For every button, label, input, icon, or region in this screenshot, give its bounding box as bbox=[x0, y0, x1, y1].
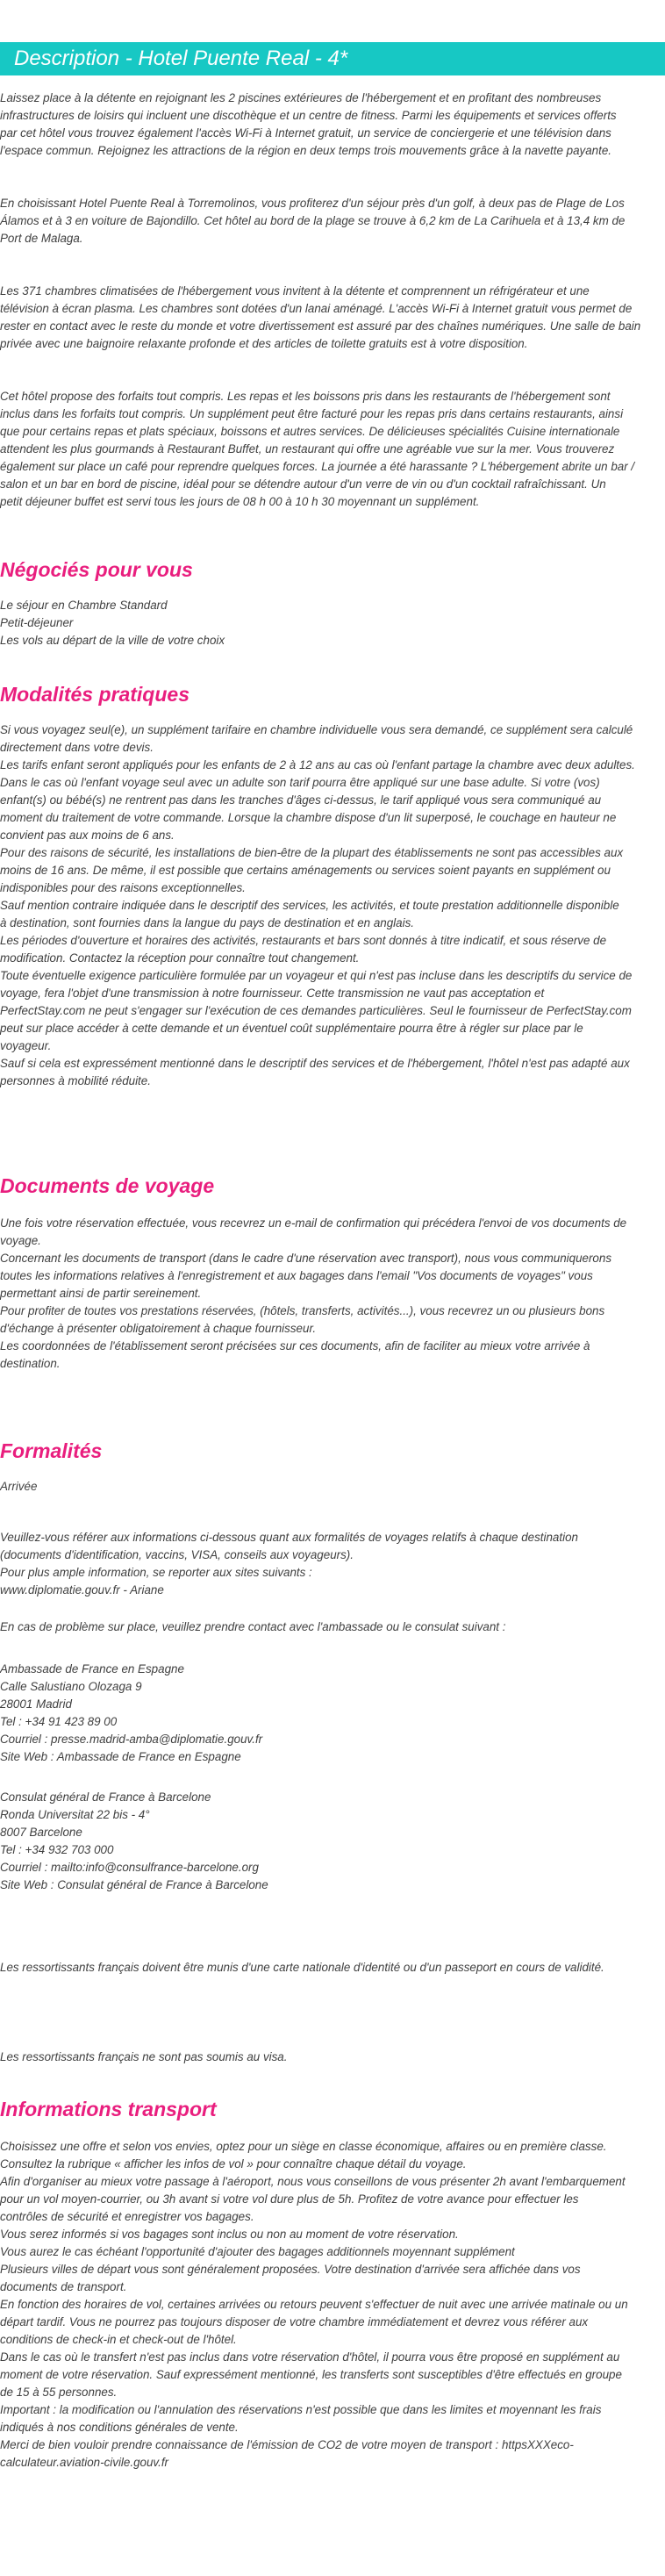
text-line: peut sur place accéder à cette demande et un éventuel coût supplémentaire pourra être à régler sur place par le bbox=[0, 1022, 583, 1035]
text-line: Port de Malaga. bbox=[0, 232, 83, 245]
section-heading-modalites: Modalités pratiques bbox=[0, 683, 189, 706]
consulat-city: 8007 Barcelone bbox=[0, 1826, 82, 1839]
text-line: documents de transport. bbox=[0, 2280, 127, 2293]
text-line: Veuillez-vous référer aux informations ci-dessous quant aux formalités de voyages relatifs à chaque destination bbox=[0, 1531, 578, 1544]
text-line: inclus dans les forfaits tout compris. Un supplément peut être facturé pour les repas pris dans certains restaurants, ainsi bbox=[0, 407, 624, 420]
text-line: Dans le cas où le transfert n'est pas inclus dans votre réservation d'hôtel, il pourra vous être proposé en supplément au bbox=[0, 2350, 620, 2364]
section-heading-documents: Documents de voyage bbox=[0, 1174, 215, 1197]
section-heading-transport: Informations transport bbox=[0, 2098, 217, 2120]
modalites-text bbox=[0, 721, 665, 1090]
text-line: pour un vol moyen-courrier, ou 3h avant si votre vol dure plus de 5h. Profitez de votre avance pour effectuer les bbox=[0, 2192, 579, 2206]
text-line: l'espace commun. Rejoignez les attractions de la région en deux temps trois mouvements grâce à la navette payante. bbox=[0, 144, 612, 157]
text-line: Si vous voyagez seul(e), un supplément tarifaire en chambre individuelle vous sera demandé, ce supplément sera calculé bbox=[0, 723, 633, 736]
text-line: salon et un bar en bord de piscine, idéal pour se détendre autour d'un verre de vin ou d'un cocktail rafraîchissant. Un bbox=[0, 477, 606, 491]
text-line: Sauf mention contraire indiquée dans le descriptif des services, les activités, et toute prestation additionnelle disponible bbox=[0, 899, 619, 912]
ambassade-block bbox=[0, 1661, 665, 1766]
section-heading-negocies: Négociés pour vous bbox=[0, 558, 193, 581]
text-line: En choisissant Hotel Puente Real à Torremolinos, vous profiterez d'un séjour près d'un golf, à deux pas de Plage de Los bbox=[0, 197, 625, 210]
ambassade-street: Calle Salustiano Olozaga 9 bbox=[0, 1680, 142, 1693]
text-line: Merci de bien vouloir prendre connaissance de l'émission de CO2 de votre moyen de transport : httpsXXXeco- bbox=[0, 2438, 574, 2451]
text-line: modification. Contactez la réception pour connaître tout changement. bbox=[0, 951, 360, 965]
text-line: Les ressortissants français ne sont pas soumis au visa. bbox=[0, 2050, 288, 2063]
transport-text bbox=[0, 2138, 665, 2472]
consulat-website[interactable]: Site Web : Consulat général de France à Barcelone bbox=[0, 1878, 268, 1891]
text-line: que pour certains repas et plats spéciaux, boissons et autres services. De délicieuses spécialités Cuisine internationale bbox=[0, 425, 620, 438]
consulat-block bbox=[0, 1789, 665, 1894]
text-line: Toute éventuelle exigence particulière formulée par un voyageur et qui n'est pas incluse dans les descriptifs du service de bbox=[0, 969, 633, 982]
text-line: infrastructures de loisirs qui incluent une discothèque et un centre de fitness. Parmi les équipements et services offerts bbox=[0, 109, 617, 122]
text-line: départ tardif. Vous ne pourrez pas toujours disposer de votre chambre immédiatement et devrez vous référer aux bbox=[0, 2315, 589, 2328]
text-line: personnes à mobilité réduite. bbox=[0, 1074, 151, 1087]
formalites-visa bbox=[0, 2049, 665, 2066]
text-line: télévision à écran plasma. Les chambres sont dotées d'un lanai aménagé. L'accès Wi-Fi à Internet gratuit vous permet de bbox=[0, 302, 633, 315]
documents-text bbox=[0, 1215, 665, 1373]
ambassade-phone: Tel : +34 91 423 89 00 bbox=[0, 1715, 118, 1728]
consulat-street: Ronda Universitat 22 bis - 4° bbox=[0, 1808, 150, 1821]
text-line: convient pas aux moins de 6 ans. bbox=[0, 829, 175, 842]
text-line: attendent les plus gourmands à Restaurant Buffet, un restaurant qui offre une agréable vue sur la mer. Vous trouverez bbox=[0, 442, 615, 456]
ambassade-email[interactable]: Courriel : presse.madrid-amba@diplomatie.gouv.fr bbox=[0, 1733, 263, 1746]
text-line: conditions de check-in et check-out de l'hôtel. bbox=[0, 2333, 237, 2346]
text-line: contrôles de sécurité et enregistrer vos bagages. bbox=[0, 2210, 254, 2223]
text-line: Álamos et à 3 en voiture de Bajondillo. Cet hôtel au bord de la plage se trouve à 6,2 km de La Carihuela et à 13,4 km de bbox=[0, 214, 626, 227]
text-line: Dans le cas où l'enfant voyage seul avec un adulte son tarif pourra être appliqué sur une base adulte. Si votre (vos) bbox=[0, 776, 600, 789]
text-line: Les périodes d'ouverture et horaires des activités, restaurants et bars sont donnés à titre indicatif, et sous réserve de bbox=[0, 934, 607, 947]
list-item: Le séjour en Chambre Standard bbox=[0, 599, 168, 612]
ambassade-website[interactable]: Site Web : Ambassade de France en Espagne bbox=[0, 1750, 241, 1763]
text-line: Vous aurez le cas échéant l'opportunité d'ajouter des bagages additionnels moyennant supplément bbox=[0, 2245, 515, 2258]
text-line: Afin d'organiser au mieux votre passage à l'aéroport, nous vous conseillons de vous présenter 2h avant l'embarquement bbox=[0, 2175, 626, 2188]
negocies-list bbox=[0, 597, 665, 649]
diplomatie-link[interactable]: www.diplomatie.gouv.fr - Ariane bbox=[0, 1583, 164, 1597]
text-line: Les 371 chambres climatisées de l'hébergement vous invitent à la détente et comprennent un réfrigérateur et une bbox=[0, 284, 590, 298]
text-line: Important : la modification ou l'annulation des réservations n'est possible que dans les limites et moyennant les frais bbox=[0, 2403, 602, 2416]
text-line: d'échange à présenter obligatoirement à chaque fournisseur. bbox=[0, 1322, 317, 1335]
subheading-arrivee: Arrivée bbox=[0, 1480, 38, 1493]
co2-calculator-link[interactable]: calculateur.aviation-civile.gouv.fr bbox=[0, 2456, 169, 2469]
text-line: Laissez place à la détente en rejoignant les 2 piscines extérieures de l'hébergement et en profitant des nombreuses bbox=[0, 91, 602, 104]
ambassade-city: 28001 Madrid bbox=[0, 1697, 72, 1711]
list-item: Les vols au départ de la ville de votre choix bbox=[0, 634, 225, 647]
text-line: indisponibles pour des raisons exceptionnelles. bbox=[0, 881, 246, 894]
text-line: Une fois votre réservation effectuée, vous recevrez un e-mail de confirmation qui précédera l'envoi de vos documents de bbox=[0, 1216, 627, 1230]
ambassade-name: Ambassade de France en Espagne bbox=[0, 1662, 184, 1675]
text-line: PerfectStay.com ne peut s'engager sur l'exécution de ces demandes particulières. Seul le fournisseur de PerfectStay.com bbox=[0, 1004, 632, 1017]
text-line: Cet hôtel propose des forfaits tout compris. Les repas et les boissons pris dans les restaurants de l'hébergement sont bbox=[0, 390, 611, 403]
description-paragraph-3 bbox=[0, 283, 665, 353]
text-line: directement dans votre devis. bbox=[0, 741, 154, 754]
text-line: Les ressortissants français doivent être munis d'une carte nationale d'identité ou d'un passeport en cours de validité. bbox=[0, 1961, 604, 1974]
text-line: Sauf si cela est expressément mentionné dans le descriptif des services et de l'hébergement, l'hôtel n'est pas adapté aux bbox=[0, 1057, 630, 1070]
text-line: moment du traitement de votre commande. Lorsque la chambre dispose d'un lit superposé, le couchage en hauteur ne bbox=[0, 811, 617, 824]
text-line: rester en contact avec le reste du monde et votre divertissement est assuré par des chaînes numériques. Une salle de bain bbox=[0, 319, 641, 333]
text-line: moins de 16 ans. De même, il est possible que certains aménagements ou services soient payants en supplément ou bbox=[0, 864, 611, 877]
text-line: enfant(s) ou bébé(s) ne rentrent pas dans les tranches d'âges ci-dessus, le tarif appliqué vous sera communiqué au bbox=[0, 793, 602, 807]
text-line: à destination, sont fournies dans la langue du pays de destination et en anglais. bbox=[0, 916, 414, 929]
description-paragraph-1 bbox=[0, 90, 665, 160]
section-heading-formalites: Formalités bbox=[0, 1439, 103, 1462]
text-line: En fonction des horaires de vol, certaines arrivées ou retours peuvent s'effectuer de nuit avec une arrivée matinale ou un bbox=[0, 2298, 628, 2311]
text-line: également sur place un café pour reprendre quelques forces. La journée a été harassante ? L'hébergement abrite un bar / bbox=[0, 460, 635, 473]
formalites-probleme bbox=[0, 1618, 665, 1636]
text-line: Pour profiter de toutes vos prestations réservées, (hôtels, transferts, activités...), vous recevrez un ou plusieurs bons bbox=[0, 1304, 605, 1317]
text-line: de 15 à 55 personnes. bbox=[0, 2386, 118, 2399]
consulat-email[interactable]: Courriel : mailto:info@consulfrance-barcelone.org bbox=[0, 1861, 259, 1874]
text-line: privée avec une baignoire relaxante profonde et des articles de toilette gratuits est à votre disposition. bbox=[0, 337, 528, 350]
list-item: Petit-déjeuner bbox=[0, 616, 74, 629]
text-line: Choisissez une offre et selon vos envies, optez pour un siège en classe économique, affaires ou en première classe. bbox=[0, 2140, 607, 2153]
text-line: petit déjeuner buffet est servi tous les jours de 08 h 00 à 10 h 30 moyennant un supplément. bbox=[0, 495, 480, 508]
formalites-arrivee bbox=[0, 1478, 665, 1496]
text-line: toutes les informations relatives à l'enregistrement et aux bagages dans l'email "Vos documents de voyages" vous bbox=[0, 1269, 593, 1282]
consulat-name: Consulat général de France à Barcelone bbox=[0, 1790, 211, 1804]
text-line: indiqués à nos conditions générales de vente. bbox=[0, 2421, 239, 2434]
text-line: voyage. bbox=[0, 1234, 41, 1247]
text-line: Les coordonnées de l'établissement seront précisées sur ces documents, afin de faciliter au mieux votre arrivée à bbox=[0, 1339, 590, 1353]
text-line: Consultez la rubrique « afficher les infos de vol » pour connaître chaque détail du voyage. bbox=[0, 2157, 467, 2171]
text-line: Plusieurs villes de départ vous sont généralement proposées. Votre destination d'arrivée sera affichée dans vos bbox=[0, 2263, 581, 2276]
text-line: voyage, fera l'objet d'une transmission à notre fournisseur. Cette transmission ne vaut pas acceptation et bbox=[0, 987, 545, 1000]
text-line: Vous serez informés si vos bagages sont inclus ou non au moment de votre réservation. bbox=[0, 2228, 459, 2241]
consulat-phone: Tel : +34 932 703 000 bbox=[0, 1843, 114, 1856]
text-line: voyageur. bbox=[0, 1039, 52, 1052]
formalites-intro bbox=[0, 1529, 665, 1599]
description-paragraph-4 bbox=[0, 388, 665, 511]
text-line: (documents d'identification, vaccins, VISA, conseils aux voyageurs). bbox=[0, 1548, 354, 1561]
text-line: par cet hôtel vous trouvez également l'accès Wi-Fi à Internet gratuit, un service de conciergerie et une télévision dans bbox=[0, 126, 611, 140]
text-line: Pour des raisons de sécurité, les installations de bien-être de la plupart des établissements ne sont pas accessibles aux bbox=[0, 846, 624, 859]
text-line: destination. bbox=[0, 1357, 61, 1370]
text-line: permettant ainsi de partir sereinement. bbox=[0, 1287, 202, 1300]
text-line: Pour plus ample information, se reporter aux sites suivants : bbox=[0, 1566, 312, 1579]
formalites-identite bbox=[0, 1959, 665, 1977]
page-title: Description - Hotel Puente Real - 4* bbox=[0, 42, 665, 75]
description-paragraph-2 bbox=[0, 195, 665, 248]
text-line: En cas de problème sur place, veuillez prendre contact avec l'ambassade ou le consulat suivant : bbox=[0, 1620, 506, 1633]
text-line: Les tarifs enfant seront appliqués pour les enfants de 2 à 12 ans au cas où l'enfant partage la chambre avec deux adultes. bbox=[0, 758, 635, 771]
text-line: moment de votre réservation. Sauf expressément mentionné, les transferts sont susceptibles d'être effectués en groupe bbox=[0, 2368, 622, 2381]
text-line: Concernant les documents de transport (dans le cadre d'une réservation avec transport), nous vous communiquerons bbox=[0, 1252, 612, 1265]
